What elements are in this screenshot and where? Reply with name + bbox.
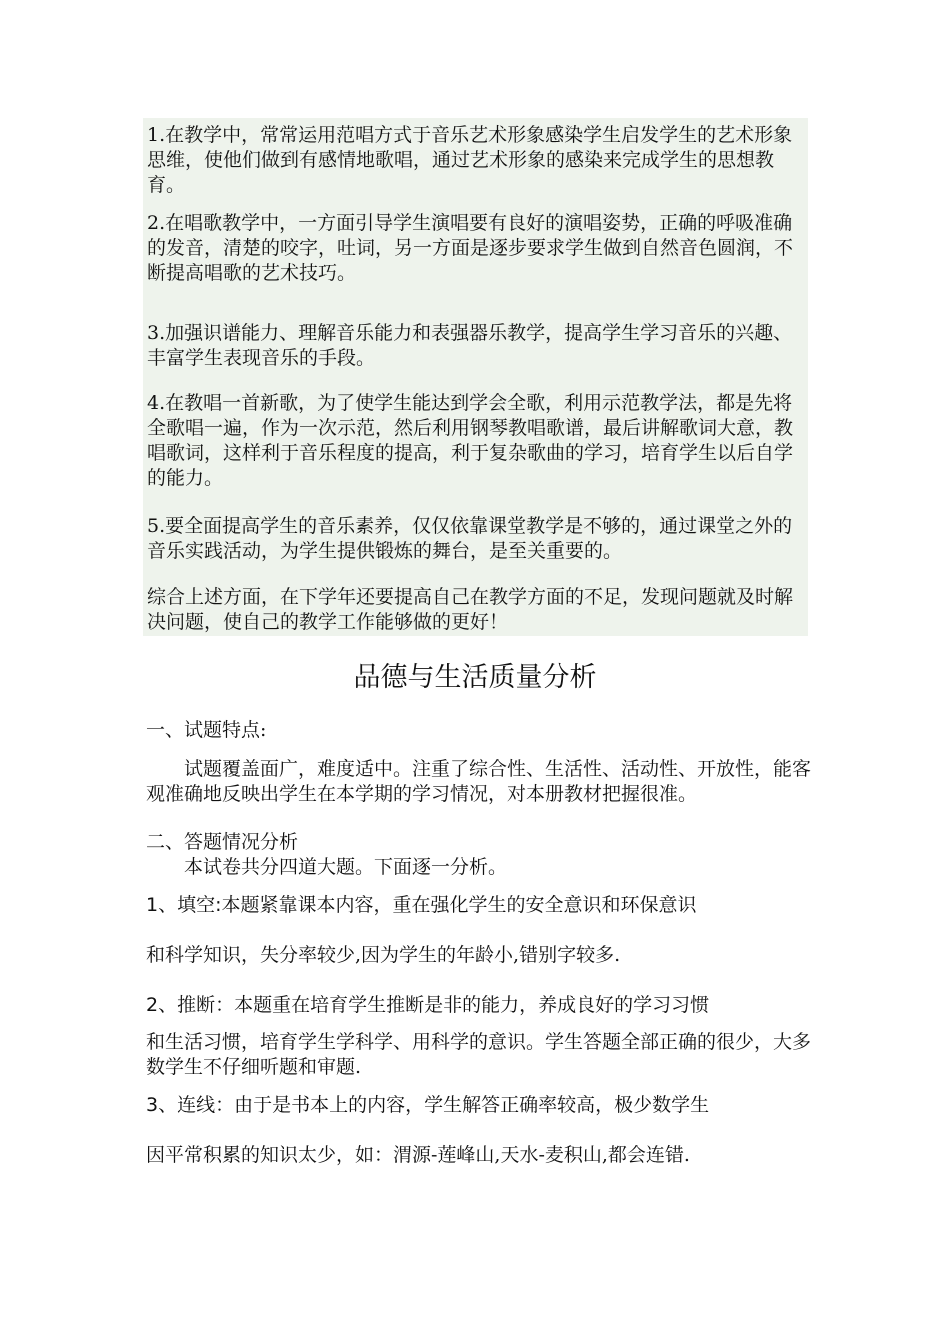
section-1-text: 试题覆盖面广，难度适中。注重了综合性、生活性、活动性、开放性，能客观准确地反映出学生在本学期的学习情况，对本册教材把握很准。 (146, 758, 812, 805)
section-2-heading: 二、答题情况分析 (146, 831, 299, 853)
summary-paragraph-1: 1.在教学中，常常运用范唱方式于音乐艺术形象感染学生启发学生的艺术形象思维，使他们做到有感情地歌唱，通过艺术形象的感染来完成学生的思想教育。 (147, 124, 793, 196)
summary-paragraph-5: 5.要全面提高学生的音乐素养，仅仅依靠课堂教学是不够的，通过课堂之外的音乐实践活动，为学生提供锻炼的舞台，是至关重要的。 (147, 515, 793, 562)
item-2-rest: 和生活习惯，培育学生学科学、用科学的意识。学生答题全部正确的很少，大多数学生不仔细听题和审题. (146, 1031, 812, 1078)
page-title: 品德与生活质量分析 (353, 662, 597, 693)
summary-paragraph-4: 4.在教唱一首新歌，为了使学生能达到学会全歌，利用示范教学法，都是先将全歌唱一遍，作为一次示范，然后利用钢琴教唱歌谱，最后讲解歌词大意，教唱歌词，这样利于音乐程度的提高，利于复杂歌曲的学习，培育学生以后自学的能力。 (147, 392, 794, 489)
summary-paragraph-3: 3.加强识谱能力、理解音乐能力和表强器乐教学，提高学生学习音乐的兴趣、丰富学生表现音乐的手段。 (147, 322, 793, 369)
item-1-line-2: 和科学知识，失分率较少,因为学生的年龄小,错别字较多. (146, 944, 621, 966)
item-2-line-1: 2、推断：本题重在培育学生推断是非的能力，养成良好的学习习惯 (146, 994, 710, 1016)
section-1-heading: 一、试题特点: (146, 719, 267, 741)
item-1-line-1: 1、填空:本题紧靠课本内容，重在强化学生的安全意识和环保意识 (146, 894, 697, 916)
summary-paragraph-6: 综合上述方面，在下学年还要提高自己在教学方面的不足，发现问题就及时解决问题，使自己的教学工作能够做的更好！ (147, 586, 794, 633)
section-2-intro: 本试卷共分四道大题。下面逐一分析。 (184, 856, 508, 878)
item-3-line-2: 因平常积累的知识太少，如：渭源-莲峰山,天水-麦积山,都会连错. (146, 1144, 690, 1166)
summary-paragraph-2: 2.在唱歌教学中，一方面引导学生演唱要有良好的演唱姿势，正确的呼吸准确的发音，清楚的咬字，吐词，另一方面是逐步要求学生做到自然音色圆润，不断提高唱歌的艺术技巧。 (147, 212, 794, 284)
music-teaching-summary (143, 118, 808, 636)
item-3-line-1: 3、连线：由于是书本上的内容，学生解答正确率较高，极少数学生 (146, 1094, 710, 1116)
